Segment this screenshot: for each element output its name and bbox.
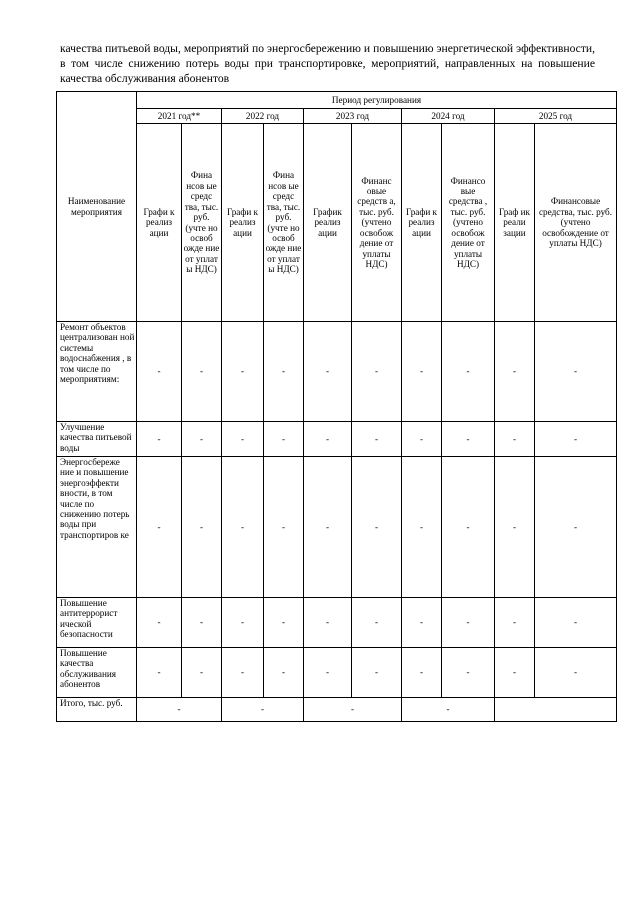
table-cell: - [264, 322, 304, 422]
table-cell: - [137, 422, 182, 457]
table-cell: - [402, 457, 442, 598]
table-cell: - [182, 422, 222, 457]
table-cell: - [352, 648, 402, 698]
table-cell: - [222, 457, 264, 598]
table-cell: - [352, 598, 402, 648]
year-header: 2022 год [222, 109, 304, 124]
table-cell: - [495, 598, 535, 648]
table-cell: - [182, 598, 222, 648]
table-cell: - [137, 648, 182, 698]
name-column-header: Наименование мероприятия [57, 92, 137, 322]
table-cell: - [264, 598, 304, 648]
total-cell: - [137, 698, 222, 722]
table-cell: - [352, 322, 402, 422]
table-cell: - [222, 648, 264, 698]
intro-paragraph: качества питьевой воды, мероприятий по энергосбережению и повышению энергетической эффективности, в том числе снижению потерь воды при транспортировке, мероприятий, направленных на повышение качества обслуживания абонентов [60, 42, 595, 85]
table-cell: - [442, 648, 495, 698]
schedule-subheader: Графи к реализ ации [402, 124, 442, 322]
table-cell: - [222, 322, 264, 422]
table-cell: - [402, 648, 442, 698]
finance-subheader: Фина нсов ые средс тва, тыс. руб. (учте но освоб ожде ние от уплат ы НДС) [182, 124, 222, 322]
year-header: 2024 год [402, 109, 495, 124]
table-cell: - [352, 457, 402, 598]
table-cell: - [442, 598, 495, 648]
table-cell: - [535, 457, 617, 598]
table-row [57, 457, 617, 598]
table-cell: - [402, 598, 442, 648]
period-header: Период регулирования [137, 92, 617, 109]
table-cell: - [442, 322, 495, 422]
finance-subheader: Финансовые средства, тыс. руб. (учтено освобождение от уплаты НДС) [535, 124, 617, 322]
total-row [57, 698, 617, 722]
schedule-subheader: Графи к реализ ации [222, 124, 264, 322]
table-cell: - [352, 422, 402, 457]
table-cell: - [535, 422, 617, 457]
header-row-subheaders [57, 124, 617, 322]
table-row [57, 422, 617, 457]
table-cell: - [222, 598, 264, 648]
row-name: Повышение антитеррорист ической безопасности [57, 598, 137, 648]
table-cell: - [182, 322, 222, 422]
schedule-subheader: Граф ик реали зации [495, 124, 535, 322]
schedule-subheader: Графи к реализ ации [137, 124, 182, 322]
finance-subheader: Финанс овые средств а, тыс. руб. (учтено освобож дение от уплаты НДС) [352, 124, 402, 322]
row-name: Повышение качества обслуживания абонентов [57, 648, 137, 698]
total-label: Итого, тыс. руб. [57, 698, 137, 722]
total-cell: - [402, 698, 495, 722]
table-cell: - [402, 422, 442, 457]
year-header: 2021 год** [137, 109, 222, 124]
table-cell: - [535, 648, 617, 698]
table-cell: - [137, 598, 182, 648]
table-cell: - [304, 422, 352, 457]
header-row-years [57, 109, 617, 124]
table-row [57, 322, 617, 422]
table-cell: - [264, 457, 304, 598]
finance-subheader: Фина нсов ые средс тва, тыс. руб. (учте но освоб ожде ние от уплат ы НДС) [264, 124, 304, 322]
total-cell: - [304, 698, 402, 722]
table-row [57, 598, 617, 648]
table-cell: - [495, 322, 535, 422]
table-cell: - [535, 598, 617, 648]
table-cell: - [264, 648, 304, 698]
finance-subheader: Финансо вые средства , тыс. руб. (учтено освобож дение от уплаты НДС) [442, 124, 495, 322]
year-header: 2025 год [495, 109, 617, 124]
row-name: Энергосбереже ние и повышение энергоэффекти вности, в том числе по снижению потерь воды при транспортиров ке [57, 457, 137, 598]
table-cell: - [182, 457, 222, 598]
table-cell: - [222, 422, 264, 457]
table-row [57, 648, 617, 698]
row-name: Улучшение качества питьевой воды [57, 422, 137, 457]
table-cell: - [495, 422, 535, 457]
table-cell: - [304, 598, 352, 648]
total-cell [495, 698, 617, 722]
table-cell: - [304, 322, 352, 422]
table-cell: - [402, 322, 442, 422]
table-cell: - [264, 422, 304, 457]
table-cell: - [137, 457, 182, 598]
table-cell: - [442, 457, 495, 598]
table-cell: - [535, 322, 617, 422]
year-header: 2023 год [304, 109, 402, 124]
table-cell: - [137, 322, 182, 422]
table-cell: - [495, 457, 535, 598]
schedule-subheader: График реализ ации [304, 124, 352, 322]
table-cell: - [304, 457, 352, 598]
table-cell: - [442, 422, 495, 457]
table-cell: - [182, 648, 222, 698]
table-cell: - [495, 648, 535, 698]
row-name: Ремонт объектов централизован ной системы водоснабжения , в том числе по мероприятиям: [57, 322, 137, 422]
measures-table [56, 91, 617, 722]
table-cell: - [304, 648, 352, 698]
total-cell: - [222, 698, 304, 722]
header-row-period [57, 92, 617, 109]
